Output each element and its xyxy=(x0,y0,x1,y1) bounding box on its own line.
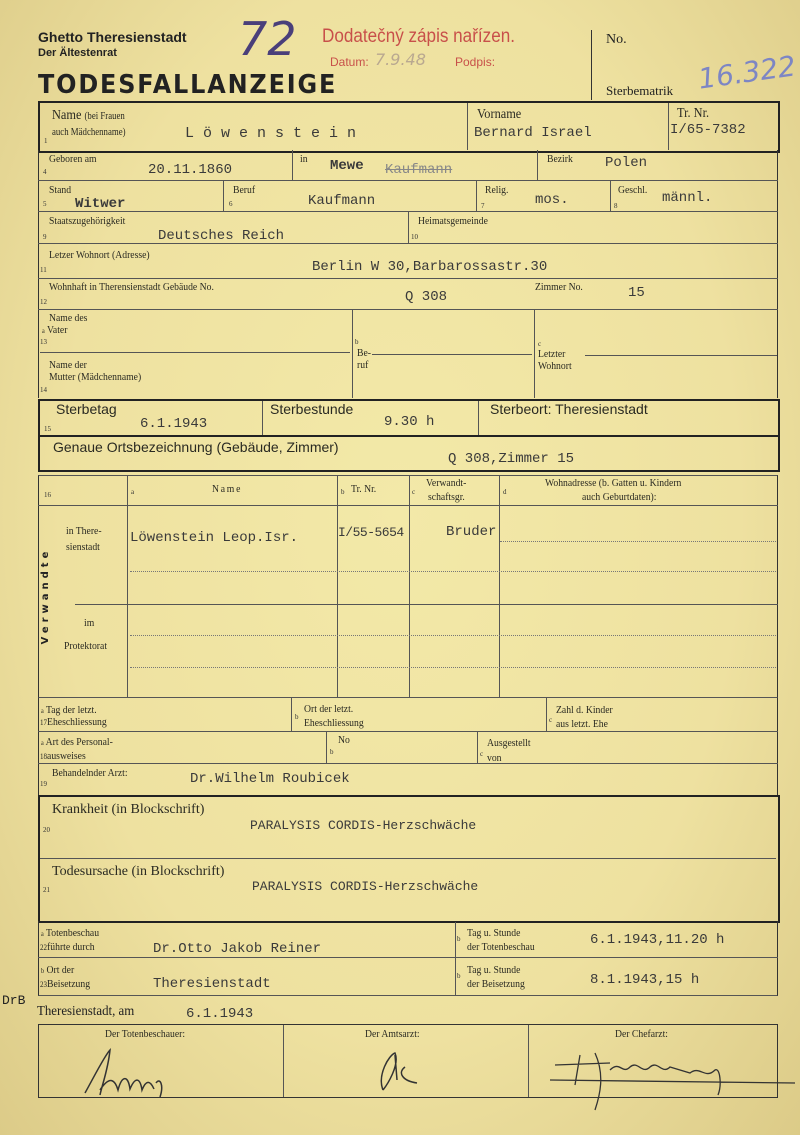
tag-totenbeschau-label: der Totenbeschau xyxy=(467,941,535,953)
stamp-datum-value: 7.9.48 xyxy=(375,50,426,69)
relative-name: Löwenstein Leop.Isr. xyxy=(130,530,299,546)
field-letter: d xyxy=(503,488,507,496)
field-letter: c xyxy=(538,340,542,348)
divider xyxy=(40,352,350,353)
stamp-text: Dodatečný zápis nařízen. xyxy=(322,26,515,47)
field-letter: b xyxy=(457,935,461,943)
col-verw-header: Verwandt- xyxy=(426,477,467,489)
divider xyxy=(38,505,778,506)
beruf-parent-label: Be- xyxy=(357,347,371,359)
field-number: 15 xyxy=(44,425,51,433)
field-letter: c xyxy=(412,488,416,496)
wohnhaft-label: Wohnhaft in Therensienstadt Gebäude No. xyxy=(49,281,214,293)
divider xyxy=(38,278,778,279)
gebaeude-value: Q 308 xyxy=(405,289,448,305)
totenbeschauer-label: Der Totenbeschauer: xyxy=(105,1028,186,1040)
ort-ehe-label: Eheschliessung xyxy=(304,717,364,729)
field-number: 21 xyxy=(43,886,50,894)
no-label: No. xyxy=(606,32,627,47)
divider xyxy=(127,476,128,698)
letzter-wohnort-label: Letzter xyxy=(538,348,566,360)
ausweis-label: 18ausweises xyxy=(40,750,86,762)
stamp-podpis-label: Podpis: xyxy=(455,55,496,69)
divider xyxy=(546,698,547,731)
stand-label: Stand xyxy=(49,184,72,196)
handwritten-number: 72 xyxy=(238,12,297,66)
date-value: 6.1.1943 xyxy=(186,1006,254,1022)
margin-note: DrB xyxy=(2,993,26,1008)
field-number: 8 xyxy=(614,202,618,210)
vater-label: a Vater xyxy=(42,324,68,336)
divider xyxy=(38,435,778,437)
tag-totenbeschau-value: 6.1.1943,11.20 h xyxy=(590,932,725,948)
col-verw-header: schaftsgr. xyxy=(428,491,465,503)
arzt-value: Dr.Wilhelm Roubicek xyxy=(190,771,350,787)
field-letter: a xyxy=(131,488,135,496)
field-number: 9 xyxy=(43,233,47,241)
protektorat-label: Protektorat xyxy=(64,640,108,652)
in-label: in xyxy=(300,153,308,165)
divider xyxy=(38,180,778,181)
todesursache-label: Todesursache (in Blockschrift) xyxy=(52,864,225,879)
rows-17-19 xyxy=(38,697,778,796)
ortsbezeichnung-value: Q 308,Zimmer 15 xyxy=(448,451,575,467)
beisetzung-label: 23Beisetzung xyxy=(40,978,91,990)
field-number: 16 xyxy=(44,491,51,499)
sterbetag-value: 6.1.1943 xyxy=(140,416,208,432)
amtsarzt-label: Der Amtsarzt: xyxy=(365,1028,420,1040)
geschl-label: Geschl. xyxy=(618,184,648,196)
divider xyxy=(38,763,778,764)
divider xyxy=(455,922,456,995)
field-letter: b xyxy=(355,338,359,346)
field-letter: b xyxy=(457,972,461,980)
field-number: 7 xyxy=(481,202,485,210)
vorname-label: Vorname xyxy=(477,107,522,122)
divider xyxy=(223,181,224,211)
dotted-line xyxy=(500,541,776,542)
totenbeschau-label: a Totenbeschau xyxy=(41,927,100,939)
geschl-value: männl. xyxy=(662,190,713,206)
divider xyxy=(477,732,478,763)
divider xyxy=(38,731,778,732)
sterbeort-label: Sterbeort: Theresienstadt xyxy=(490,401,648,417)
relative-trnr: I/55-5654 xyxy=(338,525,404,540)
divider xyxy=(585,355,777,356)
field-number: 5 xyxy=(43,200,47,208)
field-letter: b xyxy=(330,748,334,756)
divider xyxy=(467,103,468,150)
ort-ehe-label: Ort der letzt. xyxy=(304,703,354,715)
divider xyxy=(337,476,338,698)
field-number: 1 xyxy=(44,137,48,145)
header-divider xyxy=(591,30,592,100)
theresienstadt-label: in There- xyxy=(66,525,102,537)
heimat-label: Heimatsgemeinde xyxy=(418,215,488,227)
col-name-header: Name xyxy=(212,483,243,495)
field-number: 4 xyxy=(43,168,47,176)
zimmer-value: 15 xyxy=(628,285,645,301)
sterbestunde-label: Sterbestunde xyxy=(270,401,354,417)
divider xyxy=(537,150,538,180)
name-label: Name (bei Frauen xyxy=(52,108,125,123)
signature-chefarzt xyxy=(550,1045,800,1115)
field-letter: b xyxy=(295,713,299,721)
tag-beisetzung-value: 8.1.1943,15 h xyxy=(590,972,700,988)
divider xyxy=(610,181,611,211)
geboren-label: Geboren am xyxy=(49,153,97,165)
name-value: L ö w e n s t e i n xyxy=(185,125,357,142)
field-number: 14 xyxy=(40,386,47,394)
arzt-label: Behandelnder Arzt: xyxy=(52,767,128,779)
ausgestellt-label: von xyxy=(487,752,502,764)
staat-value: Deutsches Reich xyxy=(158,228,285,244)
tag-ehe-label: a Tag der letzt. xyxy=(41,704,97,716)
sterbetag-label: Sterbetag xyxy=(56,401,117,417)
zimmer-label: Zimmer No. xyxy=(535,281,583,293)
divider xyxy=(38,957,778,958)
field-letter: c xyxy=(549,716,553,724)
field-number: 6 xyxy=(229,200,233,208)
stamp-datum-label: Datum: xyxy=(330,55,369,69)
sterbematrik-label: Sterbematrik xyxy=(606,83,674,98)
beisetzung-label: b Ort der xyxy=(41,964,75,976)
vater-label: Name des xyxy=(49,312,88,324)
divider xyxy=(408,212,409,243)
name-sub-label: auch Mädchenname) xyxy=(52,127,126,138)
divider xyxy=(38,243,778,244)
trnr-label: Tr. Nr. xyxy=(677,106,710,121)
geboren-value: 20.11.1860 xyxy=(148,162,233,178)
kinder-label: Zahl d. Kinder xyxy=(556,704,613,716)
field-number: 13 xyxy=(40,338,47,346)
ausweis-label: a Art des Personal- xyxy=(41,736,113,748)
divider xyxy=(409,476,410,698)
protektorat-label: im xyxy=(84,617,95,629)
birthplace-value: Mewe xyxy=(330,158,364,174)
beruf-parent-label: ruf xyxy=(357,359,369,371)
divider xyxy=(40,858,776,859)
ausgestellt-label: Ausgestellt xyxy=(487,737,531,749)
divider xyxy=(668,103,669,150)
tag-beisetzung-label: der Beisetzung xyxy=(467,978,525,990)
birthplace-struck: Kaufmann xyxy=(385,162,453,178)
wohnort-value: Berlin W 30,Barbarossastr.30 xyxy=(312,259,548,275)
tag-beisetzung-label: Tag u. Stunde xyxy=(467,964,521,976)
field-letter: b xyxy=(341,488,345,496)
divider xyxy=(478,401,479,435)
kinder-label: aus letzt. Ehe xyxy=(556,718,608,730)
field-number: 20 xyxy=(43,826,50,834)
trnr-value: I/65-7382 xyxy=(670,122,746,138)
staat-label: Staatszugehörigkeit xyxy=(49,215,126,227)
ortsbezeichnung-label: Genaue Ortsbezeichnung (Gebäude, Zimmer) xyxy=(53,439,339,455)
document-title: TODESFALLANZEIGE xyxy=(38,70,338,100)
divider xyxy=(292,150,293,180)
divider xyxy=(38,309,778,310)
ausweis-no-label: No xyxy=(338,734,350,746)
totenbeschau-value: Dr.Otto Jakob Reiner xyxy=(153,941,322,957)
field-letter: c xyxy=(480,750,484,758)
divider xyxy=(534,310,535,398)
col-wohn-header: auch Geburtdaten): xyxy=(582,491,657,503)
relig-value: mos. xyxy=(535,192,569,208)
bezirk-label: Bezirk xyxy=(547,153,573,165)
divider xyxy=(372,354,532,355)
mutter-label: Mutter (Mädchenname) xyxy=(49,371,142,383)
field-number: 10 xyxy=(411,233,418,241)
sterbestunde-value: 9.30 h xyxy=(384,414,435,430)
dotted-line xyxy=(130,635,776,636)
field-number: 11 xyxy=(40,266,47,274)
letzter-wohnort-label: Wohnort xyxy=(538,360,572,372)
tag-ehe-label: 17Eheschliessung xyxy=(40,716,107,728)
beisetzung-value: Theresienstadt xyxy=(153,976,271,992)
theresienstadt-label: sienstadt xyxy=(66,541,100,553)
divider xyxy=(476,181,477,211)
col-wohn-header: Wohnadresse (b. Gatten u. Kindern xyxy=(545,477,682,489)
krankheit-value: PARALYSIS CORDIS-Herzschwäche xyxy=(250,818,477,833)
col-trnr-header: Tr. Nr. xyxy=(351,483,377,495)
relative-relation: Bruder xyxy=(446,524,497,540)
field-number: 12 xyxy=(40,298,47,306)
divider xyxy=(283,1025,284,1097)
divider xyxy=(291,698,292,731)
divider xyxy=(326,732,327,763)
divider xyxy=(528,1025,529,1097)
beruf-label: Beruf xyxy=(233,184,256,196)
bezirk-value: Polen xyxy=(605,155,648,171)
dotted-line xyxy=(130,667,776,668)
relig-label: Relig. xyxy=(485,184,509,196)
wohnort-label: Letzer Wohnort (Adresse) xyxy=(49,249,150,261)
field-number: 19 xyxy=(40,780,47,788)
todesursache-value: PARALYSIS CORDIS-Herzschwäche xyxy=(252,879,479,894)
beruf-value: Kaufmann xyxy=(308,193,376,209)
org-name: Ghetto Theresienstadt xyxy=(38,29,187,45)
totenbeschau-label: 22führte durch xyxy=(40,941,95,953)
council-name: Der Ältestenrat xyxy=(38,47,117,59)
relatives-table xyxy=(38,475,778,698)
divider xyxy=(262,401,263,435)
chefarzt-label: Der Chefarzt: xyxy=(615,1028,668,1040)
signature-totenbeschauer xyxy=(80,1045,190,1100)
divider xyxy=(75,604,778,605)
place-label: Theresienstadt, am xyxy=(37,1004,135,1019)
divider xyxy=(352,310,353,398)
tag-totenbeschau-label: Tag u. Stunde xyxy=(467,927,521,939)
signature-amtsarzt xyxy=(375,1045,445,1095)
sterbematrik-value: 16.322 xyxy=(696,49,798,96)
vorname-value: Bernard Israel xyxy=(474,125,592,141)
stand-value: Witwer xyxy=(75,196,126,212)
dotted-line xyxy=(130,571,776,572)
divider xyxy=(499,476,500,698)
krankheit-label: Krankheit (in Blockschrift) xyxy=(52,802,205,817)
mutter-label: Name der xyxy=(49,359,87,371)
verwandte-side-label: Verwandte xyxy=(40,547,51,645)
